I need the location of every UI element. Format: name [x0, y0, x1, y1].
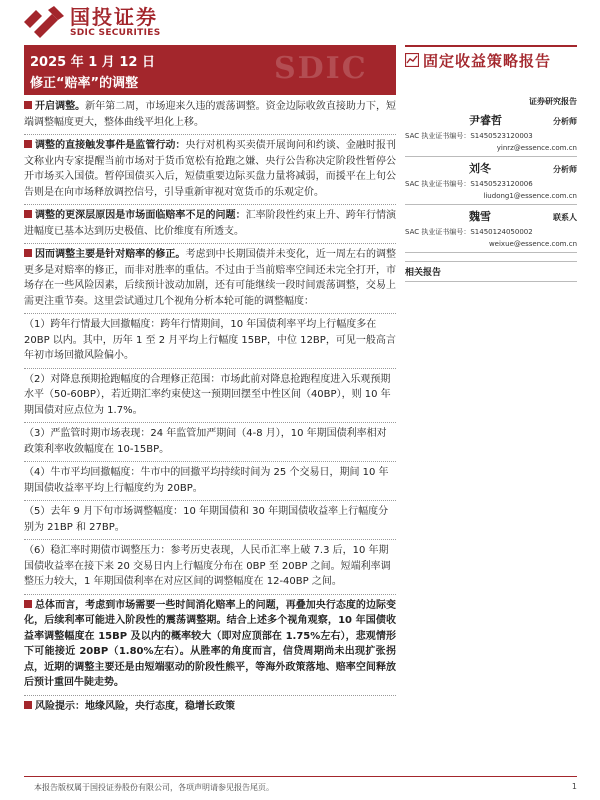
list-item: （3）严监管时期市场表现：24 年监管加严期间（4-8 月），10 年期国债利率相对政策利率收敛幅度在 10-15BP。	[24, 423, 396, 462]
analyst-email[interactable]: liudong1@essence.com.cn	[483, 192, 577, 200]
report-date: 2025 年 1 月 12 日	[30, 55, 155, 70]
p1-text: 新年第二周，市场迎来久违的震荡调整。资金边际收敛直接助力下，短端调整幅度更大，整体曲线平坦化上移。	[24, 101, 397, 128]
analyst-card	[405, 205, 577, 253]
analyst-cert: SAC 执业证书编号：S1450124050002	[405, 228, 533, 236]
risk-paragraph	[24, 696, 396, 719]
analyst-email[interactable]: yinrz@essence.com.cn	[496, 144, 577, 152]
bullet-square-icon	[24, 210, 32, 218]
main-content	[24, 96, 396, 718]
sidebar	[405, 90, 577, 282]
analyst-role: 联系人	[553, 213, 577, 222]
paragraph-4	[24, 244, 396, 314]
report-type-header	[405, 45, 577, 73]
analyst-email[interactable]: weixue@essence.com.cn	[488, 240, 577, 248]
analyst-role: 分析师	[553, 117, 577, 126]
header-rule	[24, 93, 396, 95]
analyst-card	[405, 109, 577, 157]
analyst-card	[405, 157, 577, 205]
p4-text: 考虑到中长期国债并未变化，近一周左右的调整更多是对赔率的修正，而非对胜率的重估。不过由于当前赔率空间还未完全打开，市场存在一些风险因素，后续预计波动加剧，还有可能继续一段时间震荡调整，交易上需更注重节奏。这里尝试通过几个视角分析本轮可能的调整幅度：	[24, 249, 397, 307]
risk-text: 风险提示：地缘风险，央行态度，稳增长政策	[35, 700, 235, 712]
p3-lead: 调整的更深层原因是市场面临赔率不足的问题：	[35, 210, 246, 221]
p2-text: 央行对机构买卖债开展询问和约谈、金融时报刊文称业内专家提醒当前市场对于货币宽松有抢跑之嫌、央行公告称决定阶段性暂停公开市场买入国债。暂停国债买入后，短债重要边际买盘力量将减弱，而援平在上旬公告则是在向市场释放调控信号，引导重新审视对宽货币的乐观定价。	[24, 140, 397, 198]
logo-name-en: SDIC SECURITIES	[70, 28, 161, 38]
analyst-cert: SAC 执业证书编号：S1450523120006	[405, 180, 533, 188]
report-title: 修正“赔率”的调整	[30, 76, 139, 91]
p4-lead: 因而调整主要是针对赔率的修正。	[35, 249, 186, 260]
page-footer	[24, 776, 577, 793]
sdic-logo-icon	[24, 6, 64, 38]
analyst-name: 尹睿哲	[469, 114, 502, 127]
paragraph-2	[24, 135, 396, 205]
paragraph-3	[24, 205, 396, 244]
analyst-name: 魏雪	[469, 210, 491, 223]
paragraph-1	[24, 96, 396, 135]
bullet-square-icon	[24, 600, 32, 608]
bullet-square-icon	[24, 101, 32, 109]
list-item: （5）去年 9 月下旬市场调整幅度：10 年期国债和 30 年期国债收益率上行幅度分别为 21BP 和 27BP。	[24, 501, 396, 540]
footer-disclaimer: 本报告版权属于国投证券股份有限公司，各项声明请参见报告尾页。	[34, 783, 274, 792]
dept-label: 证券研究报告	[529, 97, 577, 106]
bullet-square-icon	[24, 249, 32, 257]
analyst-cert: SAC 执业证书编号：S1450523120003	[405, 132, 533, 140]
company-logo	[24, 6, 160, 38]
bullet-square-icon	[24, 701, 32, 709]
report-icon	[405, 53, 419, 67]
related-reports-heading: 相关报告	[405, 261, 577, 282]
list-item: （2）对降息预期抢跑幅度的合理修正范围：市场此前对降息抢跑程度进入乐观预期水平（50-60BP），若近期汇率约束使这一预期回摆至中性区间（40BP），则 10 年期国债对应点位为 1.7%。	[24, 369, 396, 424]
conclusion-paragraph	[24, 595, 396, 696]
p2-lead: 调整的直接触发事件是监管行动：	[35, 140, 186, 151]
analyst-name: 刘冬	[469, 162, 491, 175]
p3-text: 汇率阶段性约束上升、跨年行情演进幅度已基本达到历史极值、比价维度有所透支。	[24, 210, 397, 237]
logo-name-cn: 国投证券	[70, 5, 158, 29]
list-item: （4）牛市平均回撤幅度：牛市中的回撤平均持续时间为 25 个交易日，期间 10 年期国债收益率平均上行幅度约为 20BP。	[24, 462, 396, 501]
page-number: 1	[571, 782, 577, 791]
bullet-square-icon	[24, 140, 32, 148]
p1-lead: 开启调整。	[35, 101, 86, 112]
title-banner	[24, 45, 396, 93]
list-item: （1）跨年行情最大回撤幅度：跨年行情期间，10 年国债利率平均上行幅度多在 20BP 以内。其中，历年 1 至 2 月平均上行幅度 15BP，中位 12BP，可见一般高言年初市场回撤风险偏小。	[24, 314, 396, 369]
conclusion-text: 总体而言，考虑到市场需要一些时间消化赔率上的问题，再叠加央行态度的边际变化，后续利率可能进入阶段性的震荡调整期。结合上述多个视角观察，10 年国债收益率调整幅度在 15BP 及以内的概率较大（即对应顶部在 1.75%左右），悲观情形下可能接近 20BP（1.80%左右）。从胜率的角度而言，信贷周期尚未出现扩张拐点，近期的调整主要还是由短端驱动的阶段性熊平，等海外政策落地、赔率空间释放后预计重回牛陡走势。	[24, 599, 396, 688]
report-type-label: 固定收益策略报告	[423, 51, 552, 70]
analyst-role: 分析师	[553, 165, 577, 174]
banner-watermark: SDIC	[274, 51, 368, 86]
list-item: （6）稳汇率时期债市调整压力：参考历史表现，人民币汇率上破 7.3 后，10 年期国债收益率在接下来 20 交易日内上行幅度分布在 0BP 至 20BP 之间。短端利率调整压力较大，1 年期国债利率在对应区间的调整幅度在 12-40BP 之间。	[24, 540, 396, 595]
